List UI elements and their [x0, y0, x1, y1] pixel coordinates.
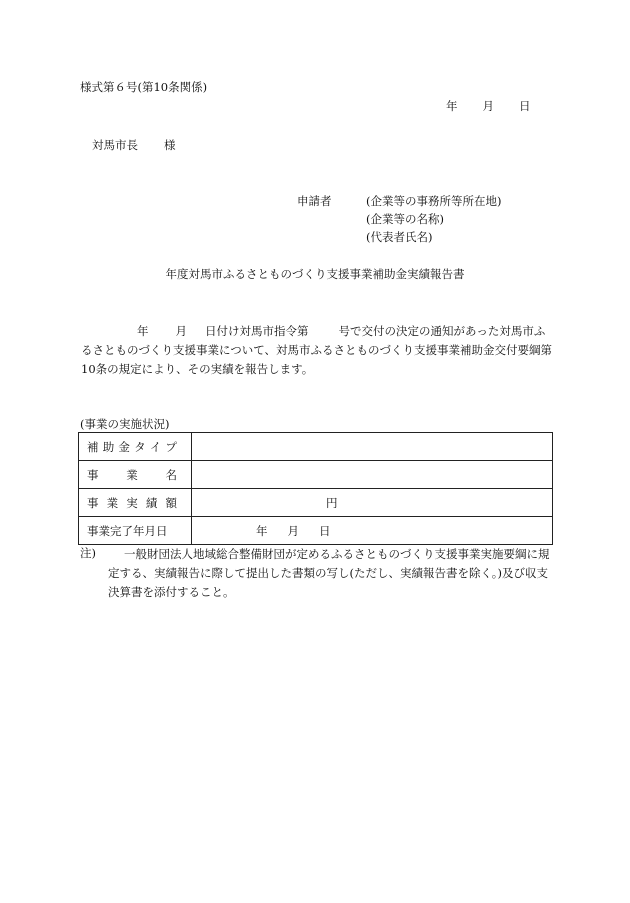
- note-body: 一般財団法人地域総合整備財団が定めるふるさとものづくり支援事業実施要綱に規定する、実績報告に際して提出した書類の写し(ただし、実績報告書を除く。)及び収支決算書を添付すること。: [108, 547, 550, 599]
- addressee-name: 対馬市長: [92, 138, 138, 152]
- submission-date: [446, 98, 531, 114]
- applicant-company-name-field[interactable]: (企業等の名称): [366, 212, 444, 226]
- body-month: 月: [175, 324, 187, 338]
- project-name-label: [79, 461, 192, 489]
- completion-date-field[interactable]: [192, 517, 553, 545]
- form-number: 様式第６号(第10条関係): [80, 80, 208, 94]
- table-row: [79, 433, 553, 461]
- table-row: [79, 461, 553, 489]
- project-name-field[interactable]: [192, 461, 553, 489]
- applicant-address-field[interactable]: (企業等の事務所等所在地): [366, 194, 502, 208]
- label-char: プ: [165, 439, 177, 454]
- amount-unit: 円: [326, 496, 338, 510]
- applicant-fields: [366, 193, 501, 247]
- subsidy-type-field[interactable]: [192, 433, 553, 461]
- addressee: [92, 137, 176, 153]
- completion-day: 日: [319, 524, 331, 538]
- label-char: 事: [87, 467, 99, 482]
- section-label: (事業の実施状況): [80, 417, 170, 431]
- note-text: [108, 545, 554, 602]
- note-mark: 注): [80, 546, 96, 560]
- completion-date: [256, 523, 331, 539]
- label-char: 金: [118, 439, 130, 454]
- label-char: 実: [126, 495, 138, 510]
- addressee-honorific: 様: [164, 138, 176, 152]
- label-char: 名: [165, 467, 177, 482]
- report-body: [81, 322, 556, 379]
- date-year: 年: [446, 99, 458, 113]
- applicant-label: 申請者: [297, 194, 332, 208]
- completion-date-label: 事業完了年月日: [79, 517, 192, 545]
- actual-amount-label: [79, 489, 192, 517]
- label-char: タ: [134, 439, 146, 454]
- actual-amount-field[interactable]: [192, 489, 553, 517]
- completion-month: 月: [287, 524, 299, 538]
- implementation-status-table: [78, 432, 553, 545]
- body-part1: 日付け対馬市指令第: [205, 324, 309, 338]
- date-day: 日: [519, 99, 531, 113]
- applicant-representative-field[interactable]: (代表者氏名): [366, 230, 433, 244]
- table-row: [79, 517, 553, 545]
- label-char: 額: [165, 495, 177, 510]
- date-month: 月: [482, 99, 494, 113]
- label-char: 助: [102, 439, 115, 454]
- label-char: 業: [126, 467, 138, 482]
- subsidy-type-label: [79, 433, 192, 461]
- completion-year: 年: [256, 524, 268, 538]
- body-part2: 号で交付の決定の通知があった対馬市ふるさとものづくり支援事業について、対馬市ふるさとものづくり支援事業補助金交付要綱第10条の規定により、その実績を報告します。: [81, 324, 553, 376]
- document-title: 年度対馬市ふるさとものづくり支援事業補助金実績報告書: [165, 267, 465, 281]
- body-year: 年: [137, 324, 149, 338]
- table-row: [79, 489, 553, 517]
- label-char: 補: [87, 439, 99, 454]
- label-char: イ: [149, 439, 162, 454]
- label-char: 績: [145, 495, 158, 510]
- label-char: 事: [87, 495, 99, 510]
- label-char: 業: [106, 495, 119, 510]
